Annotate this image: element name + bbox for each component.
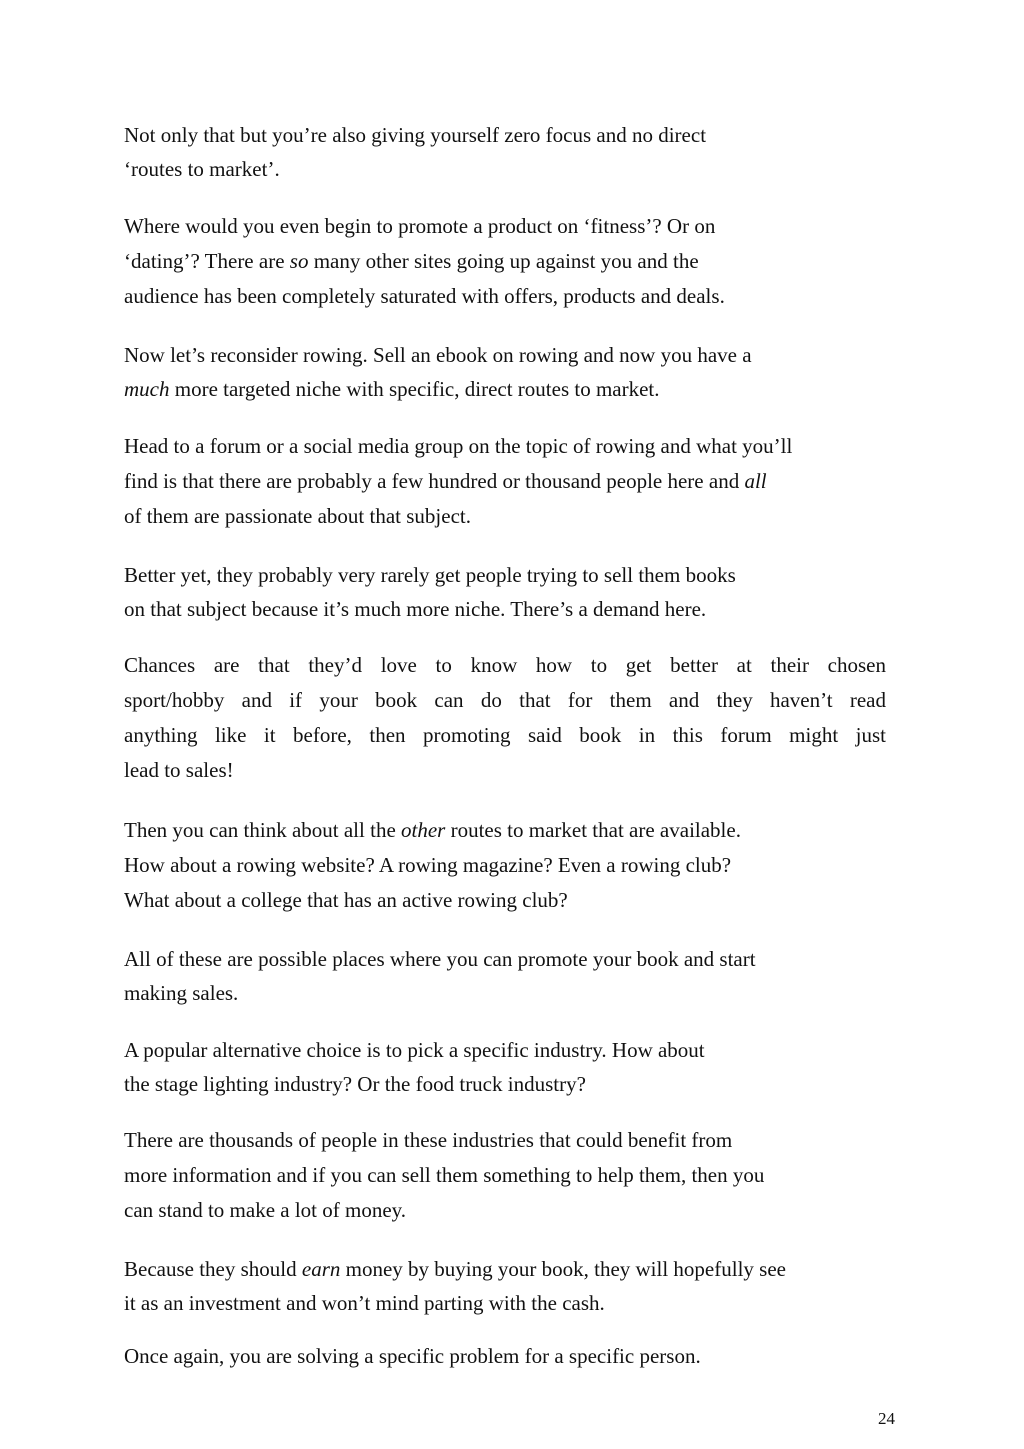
text-line: much more targeted niche with specific, direct routes to market. <box>124 377 660 401</box>
text-line: All of these are possible places where you can promote your book and start <box>124 947 756 971</box>
text-line: Then you can think about all the other routes to market that are available. <box>124 818 741 842</box>
paragraph-12 <box>124 1339 701 1373</box>
text-line: the stage lighting industry? Or the food truck industry? <box>124 1072 586 1096</box>
text-line: lead to sales! <box>124 758 234 782</box>
text-line: Where would you even begin to promote a product on ‘fitness’? Or on <box>124 214 716 238</box>
text-line: can stand to make a lot of money. <box>124 1198 407 1222</box>
text-line: There are thousands of people in these industries that could benefit from <box>124 1128 733 1152</box>
paragraph-1 <box>124 118 706 186</box>
text-line: find is that there are probably a few hundred or thousand people here and all <box>124 469 767 493</box>
text-line: on that subject because it’s much more niche. There’s a demand here. <box>124 597 707 621</box>
page-number: 24 <box>878 1409 895 1428</box>
paragraph-11 <box>124 1252 786 1320</box>
paragraph-7 <box>124 813 741 918</box>
text-line: Head to a forum or a social media group on the topic of rowing and what you’ll <box>124 434 793 458</box>
paragraph-8 <box>124 942 756 1010</box>
text-line: audience has been completely saturated with offers, products and deals. <box>124 284 725 308</box>
paragraph-9 <box>124 1033 705 1101</box>
text-line: How about a rowing website? A rowing magazine? Even a rowing club? <box>124 853 732 877</box>
text-line: anything like it before, then promoting said book in this forum might just <box>124 723 886 747</box>
text-line: Now let’s reconsider rowing. Sell an ebook on rowing and now you have a <box>124 343 752 367</box>
paragraph-4 <box>124 429 792 534</box>
text-line: more information and if you can sell them something to help them, then you <box>124 1163 765 1187</box>
paragraph-10 <box>124 1123 764 1228</box>
text-line: sport/hobby and if your book can do that for them and they haven’t read <box>124 688 886 712</box>
text-line: ‘routes to market’. <box>124 157 280 181</box>
paragraph-5 <box>124 558 736 626</box>
text-line: What about a college that has an active rowing club? <box>124 888 568 912</box>
text-line: Better yet, they probably very rarely get people trying to sell them books <box>124 563 736 587</box>
text-line: ‘dating’? There are so many other sites going up against you and the <box>124 249 699 273</box>
text-line: Not only that but you’re also giving yourself zero focus and no direct <box>124 123 707 147</box>
text-line: Chances are that they’d love to know how to get better at their chosen <box>124 653 886 677</box>
text-line: Because they should earn money by buying your book, they will hopefully see <box>124 1257 786 1281</box>
paragraph-2 <box>124 209 725 314</box>
text-line: making sales. <box>124 981 239 1005</box>
text-line: of them are passionate about that subject. <box>124 504 471 528</box>
text-line: Once again, you are solving a specific problem for a specific person. <box>124 1344 701 1368</box>
paragraph-6 <box>124 648 886 788</box>
text-line: it as an investment and won’t mind parting with the cash. <box>124 1291 605 1315</box>
paragraph-3 <box>124 338 752 406</box>
text-line: A popular alternative choice is to pick a specific industry. How about <box>124 1038 705 1062</box>
